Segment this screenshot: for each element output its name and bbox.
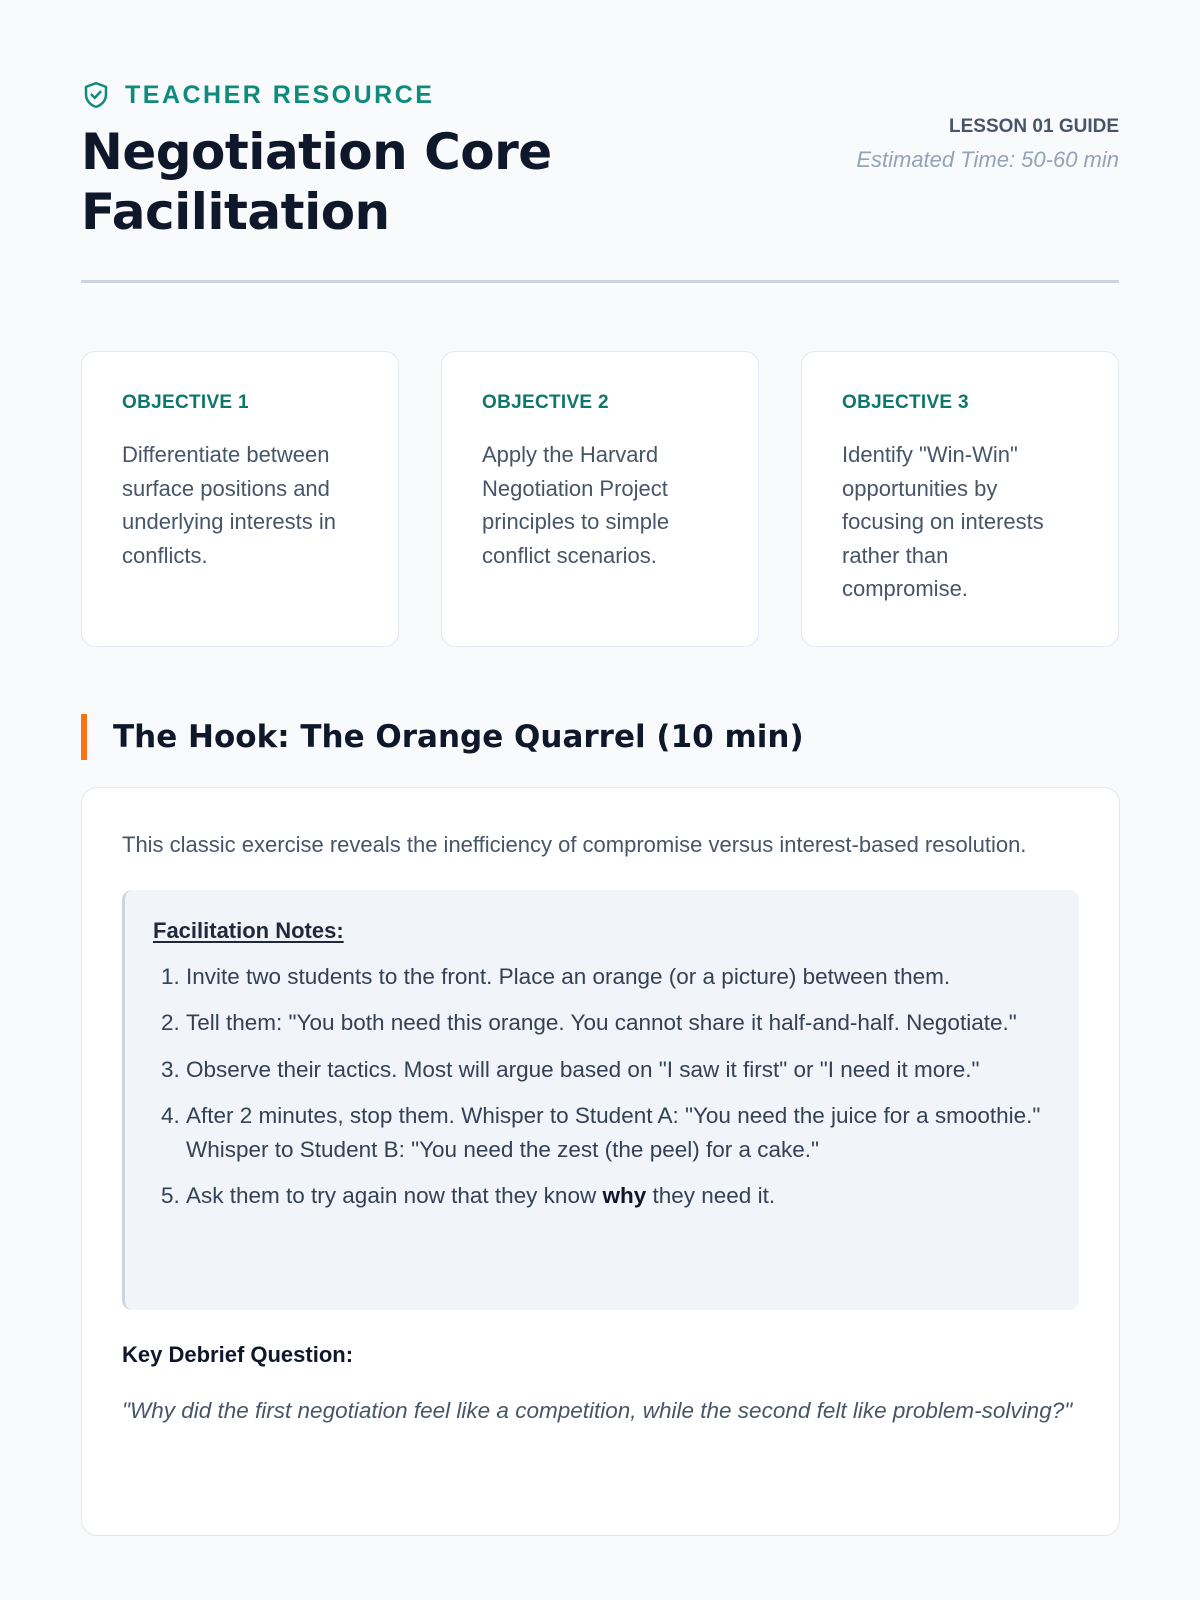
objective-text: Identify "Win-Win" opportunities by focusing on interests rather than compromise. — [842, 442, 1044, 601]
step-text: Ask them to try again now that they know — [186, 1183, 603, 1208]
list-item: 4. After 2 minutes, stop them. Whisper to Student A: "You need the juice for a smoothie." Whisper to Student B: "You need the zest (the peel) for a cake." — [186, 1099, 1051, 1166]
eyebrow-label: TEACHER RESOURCE — [125, 80, 435, 109]
objective-card — [81, 351, 399, 647]
debrief-label: Key Debrief Question: — [122, 1341, 354, 1367]
objective-label: OBJECTIVE 3 — [842, 392, 969, 413]
estimated-time: Estimated Time: 50-60 min — [856, 147, 1119, 172]
hook-intro: This classic exercise reveals the inefficiency of compromise versus interest-based resolution. — [122, 832, 1027, 857]
page-header — [81, 0, 1119, 283]
list-item: 2. Tell them: "You both need this orange. You cannot share it half-and-half. Negotiate." — [186, 1006, 1051, 1040]
eyebrow — [81, 80, 1119, 110]
objective-text: Apply the Harvard Negotiation Project principles to simple conflict scenarios. — [482, 442, 670, 568]
lesson-label: LESSON 01 GUIDE — [949, 116, 1119, 137]
section-heading — [81, 714, 804, 760]
step-text: they need it. — [646, 1183, 776, 1208]
shield-check-icon — [81, 80, 111, 110]
notes-title: Facilitation Notes: — [153, 917, 344, 943]
objective-card — [801, 351, 1119, 647]
lesson-meta — [849, 111, 1119, 176]
section-accent-bar — [81, 714, 87, 760]
list-item — [186, 1179, 1051, 1213]
objective-card — [441, 351, 759, 647]
emphasis-text: why — [602, 1183, 647, 1208]
hook-card — [81, 787, 1120, 1536]
debrief-quote: "Why did the first negotiation feel like a competition, while the second felt like problem-solving?" — [122, 1397, 1073, 1423]
objective-label: OBJECTIVE 2 — [482, 392, 609, 413]
list-item: 3. Observe their tactics. Most will argue based on "I saw it first" or "I need it more." — [186, 1053, 1051, 1087]
steps-list — [153, 960, 1051, 1213]
section-title: The Hook: The Orange Quarrel (10 min) — [113, 719, 804, 755]
objectives-row — [81, 351, 1119, 647]
list-item: 1. Invite two students to the front. Place an orange (or a picture) between them. — [186, 960, 1051, 994]
facilitation-notes — [122, 890, 1079, 1310]
objective-label: OBJECTIVE 1 — [122, 392, 249, 413]
page-title: Negotiation Core Facilitation — [81, 123, 552, 241]
objective-text: Differentiate between surface positions and underlying interests in conflicts. — [122, 442, 337, 568]
